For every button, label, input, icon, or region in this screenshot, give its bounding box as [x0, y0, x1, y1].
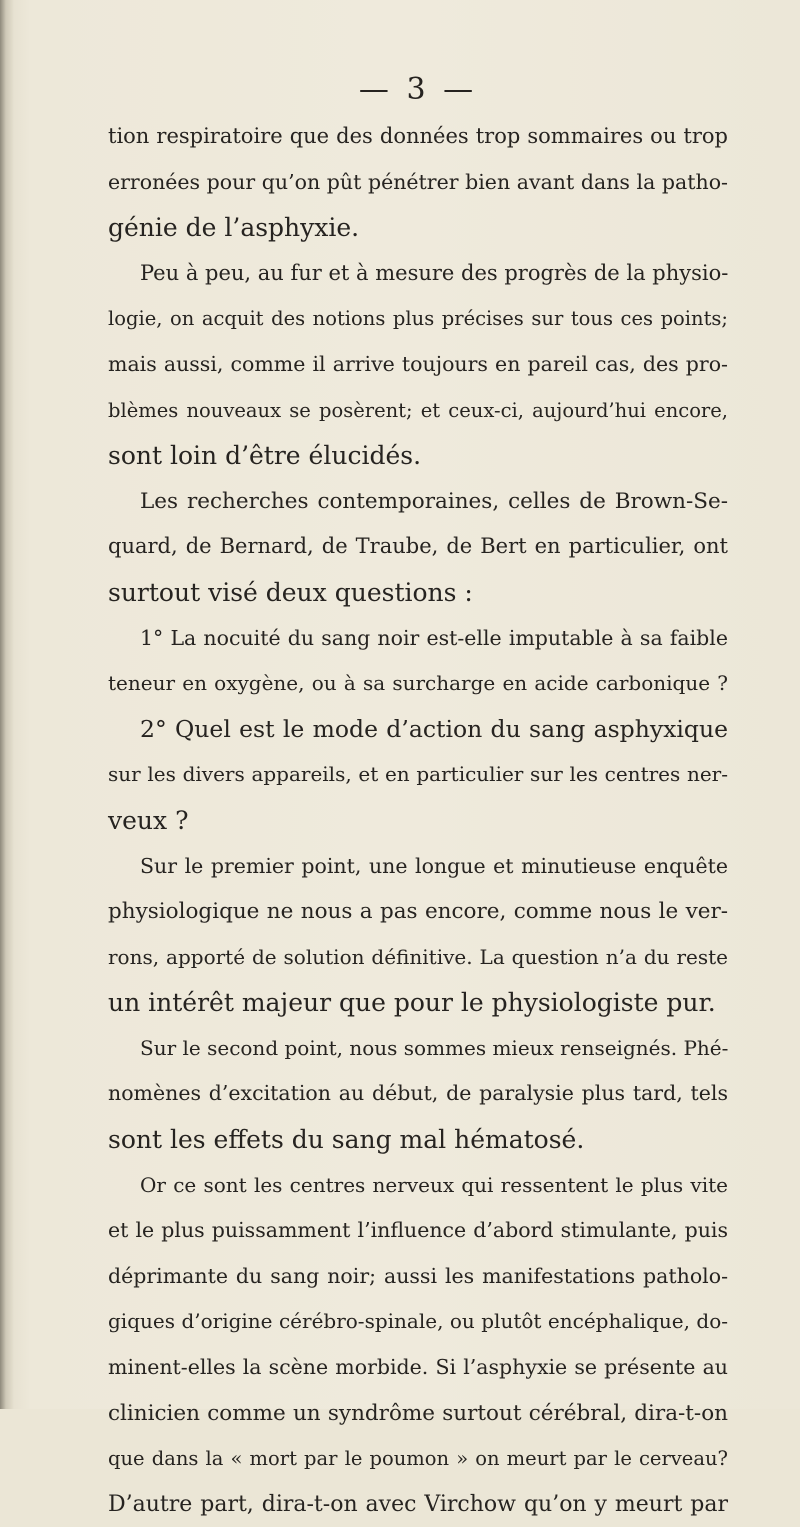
text-line: Sur le premier point, une longue et minutieuse enquête [140, 853, 728, 878]
text-line: minent-elles la scène morbide. Si l’asphyxie se présente au [108, 1355, 728, 1380]
text-line: tion respiratoire que des données trop sommaires ou trop [108, 124, 728, 148]
text-line: veux ? [108, 805, 189, 835]
text-line: nomènes d’excitation au début, de paralysie plus tard, tels [108, 1081, 728, 1106]
text-line: blèmes nouveaux se posèrent; et ceux-ci, aujourd’hui encore, [108, 398, 728, 422]
text-line: erronées pour qu’on pût pénétrer bien avant dans la patho- [108, 169, 728, 194]
text-line: Peu à peu, au fur et à mesure des progrès de la physio- [140, 260, 729, 285]
text-line: Or ce sont les centres nerveux qui ressentent le plus vite [140, 1172, 728, 1197]
binding-shadow [0, 0, 14, 1409]
text-line: génie de l’asphyxie. [108, 213, 360, 243]
text-line: et le plus puissamment l’influence d’abord stimulante, puis [108, 1218, 728, 1243]
text-line: 2° Quel est le mode d’action du sang asphyxique [140, 714, 728, 743]
text-line: mais aussi, comme il arrive toujours en pareil cas, des pro- [108, 351, 728, 376]
text-line: sont les effets du sang mal hématosé. [108, 1125, 585, 1155]
text-line: un intérêt majeur que pour le physiologiste pur. [108, 988, 716, 1018]
text-line: teneur en oxygène, ou à sa surcharge en acide carbonique ? [108, 671, 728, 696]
text-line: déprimante du sang noir; aussi les manifestations patholo- [108, 1263, 728, 1288]
text-line: Sur le second point, nous sommes mieux renseignés. Phé- [140, 1035, 729, 1060]
body-text [108, 114, 728, 1527]
text-line: sont loin d’être élucidés. [108, 441, 422, 471]
page-number: — 3 — [358, 72, 478, 107]
text-line: surtout visé deux questions : [108, 577, 473, 607]
text-line: quard, de Bernard, de Traube, de Bert en particulier, ont [108, 534, 728, 559]
text-line: physiologique ne nous a pas encore, comme nous le ver- [108, 899, 728, 925]
text-line: clinicien comme un syndrôme surtout cérébral, dira-t-on [108, 1400, 728, 1426]
text-line: rons, apporté de solution définitive. La question n’a du reste [108, 944, 728, 969]
text-line: giques d’origine cérébro-spinale, ou plutôt encéphalique, do- [108, 1309, 728, 1334]
text-line: sur les divers appareils, et en particulier sur les centres ner- [108, 762, 728, 787]
text-line: D’autre part, dira-t-on avec Virchow qu’on y meurt par [108, 1491, 728, 1517]
text-line: Les recherches contemporaines, celles de Brown-Se- [140, 488, 728, 514]
text-line: que dans la « mort par le poumon » on meurt par le cerveau? [108, 1447, 728, 1471]
text-line: 1° La nocuité du sang noir est-elle imputable à sa faible [140, 625, 728, 650]
text-line: logie, on acquit des notions plus précises sur tous ces points; [108, 307, 728, 331]
